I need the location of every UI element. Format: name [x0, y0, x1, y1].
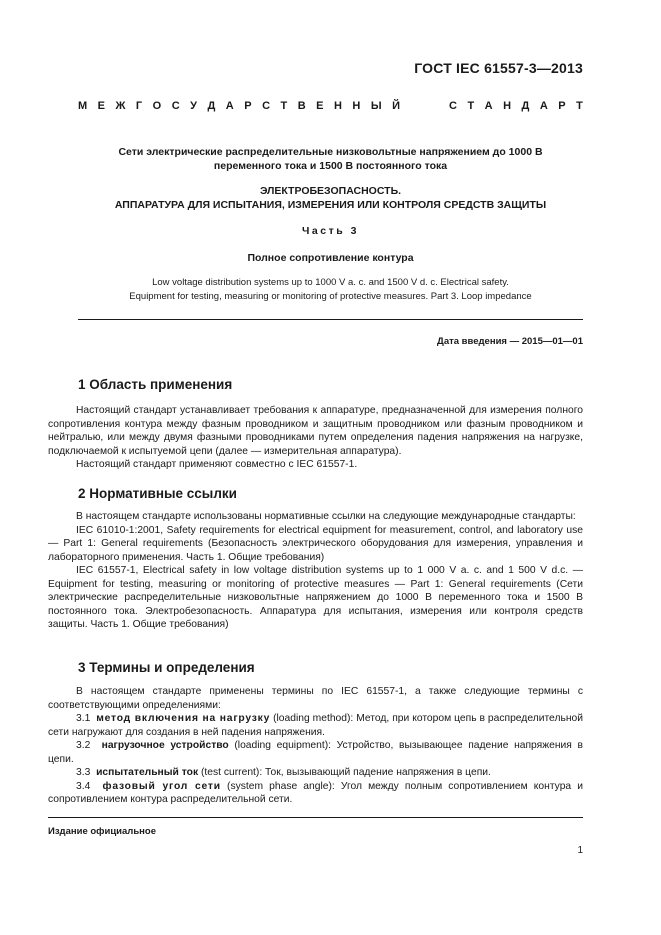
term-definition — [48, 712, 583, 739]
section-heading: 3 Термины и определения — [78, 660, 255, 675]
spaced-letter: Т — [280, 100, 288, 112]
spaced-letter: А — [484, 100, 493, 112]
section-body — [48, 685, 583, 807]
spaced-letter: У — [190, 100, 197, 112]
term-name: метод включения на нагрузку — [96, 713, 271, 724]
title-line: АППАРАТУРА ДЛЯ ИСПЫТАНИЯ, ИЗМЕРЕНИЯ ИЛИ КОНТРОЛЯ СРЕДСТВ ЗАЩИТЫ — [114, 199, 547, 211]
term-definition — [48, 766, 583, 780]
english-title-line: Equipment for testing, measuring or monitoring of protective measures. Part 3. Loop impedance — [129, 291, 532, 302]
section-body — [48, 404, 583, 472]
divider — [78, 319, 583, 320]
spaced-letter: Р — [558, 100, 566, 112]
section-heading: 2 Нормативные ссылки — [78, 486, 237, 501]
spaced-letter: М — [78, 100, 88, 112]
title-block-2 — [78, 184, 583, 212]
term-def: (test current): Ток, вызывающий падение напряжения в цепи. — [198, 767, 491, 778]
effective-date: Дата введения — 2015—01—01 — [437, 336, 583, 347]
spaced-letter: Н — [503, 100, 512, 112]
spaced-letter: Й — [392, 100, 401, 112]
page-number: 1 — [577, 845, 583, 856]
term-def: (system phase angle): Угол между полным сопротивлением контура и сопротивлением контура распределительной сети. — [48, 780, 583, 805]
term-def: (loading equipment): Устройство, вызывающее падение напряжения в цепи. — [48, 740, 583, 765]
spaced-letter: Н — [352, 100, 361, 112]
edition-label: Издание официальное — [48, 826, 156, 837]
spaced-letter: Д — [207, 100, 216, 112]
english-title — [78, 276, 583, 304]
title-block-1 — [78, 145, 583, 173]
spaced-letter: О — [152, 100, 162, 112]
spaced-letter: В — [297, 100, 306, 112]
title-line: ЭЛЕКТРОБЕЗОПАСНОСТЬ. — [259, 185, 402, 197]
standard-type-spaced — [78, 100, 583, 112]
spaced-letter: Е — [97, 100, 105, 112]
term-number: 3.1 — [76, 713, 91, 724]
term-number: 3.3 — [76, 767, 91, 778]
paragraph: Настоящий стандарт применяют совместно с IEC 61557-1. — [76, 459, 358, 470]
title-line: Сети электрические распределительные низковольтные напряжением до 1000 В — [118, 146, 543, 158]
term-name: нагрузочное устройство — [101, 740, 229, 751]
paragraph: В настоящем стандарте применены термины по IEC 61557-1, а также следующие термины с соответствующими определениями: — [48, 686, 583, 711]
term-name: испытательный ток — [96, 767, 199, 778]
section-body — [48, 510, 583, 632]
paragraph: IEC 61010-1:2001, Safety requirements for electrical equipment for measurement, control, and laboratory use — Part 1: General requirements (Безопасность электрического оборудования для измерения, управления и лабораторного применения. Часть 1. Общие требования) — [48, 524, 583, 563]
spaced-letter: Т — [576, 100, 583, 112]
subtitle: Полное сопротивление контура — [247, 252, 414, 264]
spaced-letter: Д — [521, 100, 530, 112]
footer-divider — [48, 817, 583, 818]
paragraph: Настоящий стандарт устанавливает требования к аппаратуре, предназначенной для измерения полного сопротивления контура между фазным проводником и защитным проводником или фазным проводником и нейтралью, или между двумя фазными проводниками путем определения падения напряжения на нагрузке, подключаемой к испытуемой цепи (далее — измерительная аппаратура). — [48, 405, 583, 457]
standard-code: ГОСТ IEC 61557-3—2013 — [414, 60, 583, 76]
paragraph: В настоящем стандарте использованы нормативные ссылки на следующие международные стандарты: — [76, 511, 576, 522]
section-heading: 1 Область применения — [78, 377, 233, 392]
term-def: (loading method): Метод, при котором цепь в распределительной сети нагружают для создания в ней падения напряжения. — [48, 713, 583, 738]
spaced-letter: Е — [316, 100, 324, 112]
spaced-letter: С — [449, 100, 457, 112]
word-gap — [411, 100, 439, 112]
spaced-letter: Р — [244, 100, 252, 112]
title-line: переменного тока и 1500 В постоянного тока — [213, 160, 448, 172]
spaced-letter: С — [262, 100, 271, 112]
spaced-letter: А — [225, 100, 234, 112]
part-label: Часть 3 — [302, 225, 359, 237]
paragraph: IEC 61557-1, Electrical safety in low voltage distribution systems up to 1 000 V a. c. and 1 500 V d.c. — Equipment for testing, measuring or monitoring of protective measures — Part 1: General requirements (Сети электрические распределительные низковольтные напряжением до 1000 В переменного тока и 1500 В постоянного тока. Электробезопасность. Аппаратура для испытания, измерения или контроля средств защиты. Часть 1. Общие требования) — [48, 565, 583, 630]
term-number: 3.4 — [76, 780, 91, 792]
spaced-letter: Ж — [115, 100, 126, 112]
term-number: 3.2 — [76, 740, 91, 751]
spaced-letter: А — [539, 100, 548, 112]
term-name: фазовый угол сети — [102, 780, 221, 792]
spaced-letter: С — [171, 100, 180, 112]
term-definition — [48, 739, 583, 766]
term-definition — [48, 780, 583, 807]
spaced-letter: Г — [135, 100, 143, 112]
spaced-letter: Т — [467, 100, 475, 112]
spaced-letter: Н — [333, 100, 342, 112]
spaced-letter: Ы — [370, 100, 382, 112]
english-title-line: Low voltage distribution systems up to 1000 V a. c. and 1500 V d. c. Electrical safety. — [152, 277, 509, 288]
